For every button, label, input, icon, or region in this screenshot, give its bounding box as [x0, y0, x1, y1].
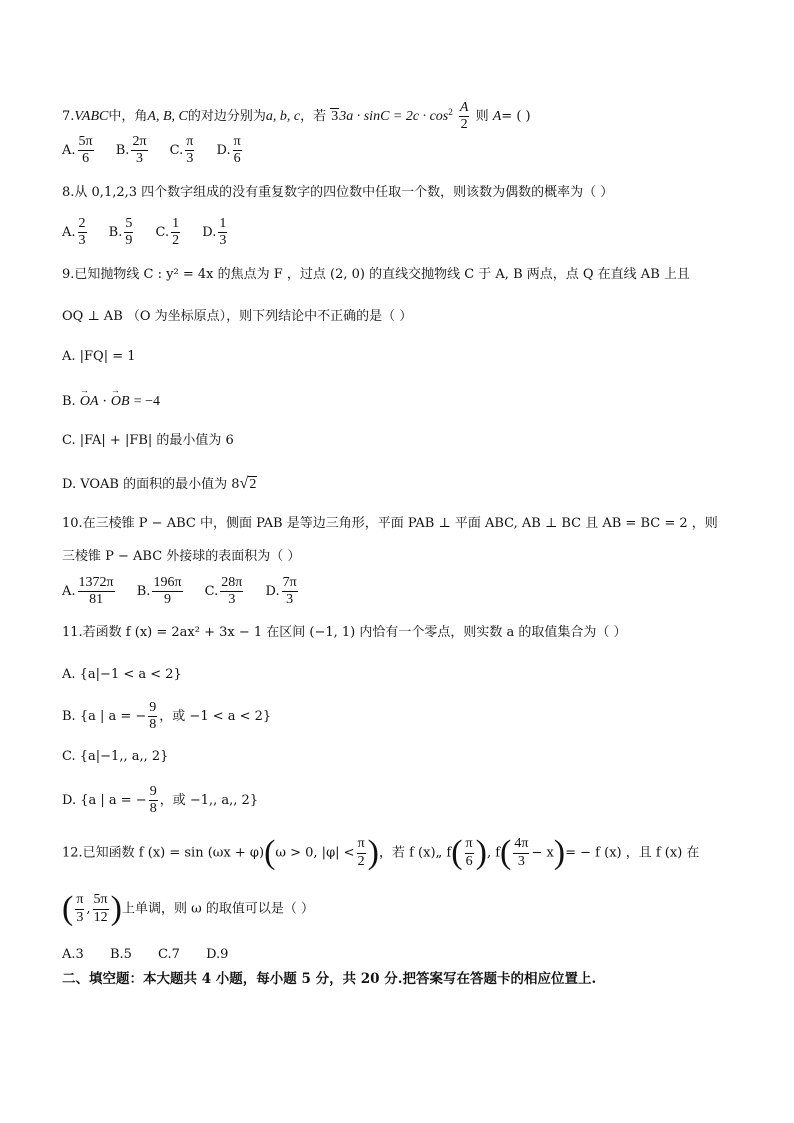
q10-option-a: A. $\frac{1372\pi}{81}$ [62, 575, 114, 608]
q8-stem: 8.从 0,1,2,3 四个数字组成的没有重复数字的四位数中任取一个数，则该数为偶数的概率为（ ） [62, 185, 614, 200]
q7-var: A [492, 109, 502, 125]
q7-number: 7. [62, 109, 75, 125]
q7-angles: A, B, C [147, 109, 188, 125]
q12-option-d: D.9 [206, 947, 229, 962]
q11-option-b: B. {a | a = − $\frac{9}{8}$ ，或 −1 < a < 2} [62, 700, 272, 733]
q9-stem-line2: OQ ⊥ AB （O 为坐标原点），则下列结论中不正确的是（ ） [62, 309, 413, 324]
q7-option-c: C. $\frac{\pi}{3}$ [169, 134, 194, 167]
q7-tail: = ( ) [501, 109, 531, 125]
q7-square: 2 [448, 106, 453, 117]
section-fill-in-heading: 二、填空题：本大题共 4 小题，每小题 5 分，共 20 分.把答案写在答题卡的相应位置上. [62, 971, 597, 987]
q11-stem: 11.若函数 f (x) = 2ax² + 3x − 1 在区间 (−1, 1) 内恰有一个零点，则实数 a 的取值集合为（ ） [62, 625, 627, 640]
q11-option-d: D. {a | a = − $\frac{9}{8}$ ，或 −1,, a,, 2} [62, 784, 259, 817]
q7-half-angle: $\frac{A}{2}$ [459, 100, 469, 133]
q7-text-c: ，若 [300, 109, 327, 125]
q7-option-a: A. $\frac{5\pi}{6}$ [62, 134, 93, 167]
q10-options [62, 575, 316, 608]
q10-option-b: B. $\frac{196\pi}{9}$ [136, 575, 182, 608]
q7-triangle: VABC [74, 109, 109, 125]
q7-option-d: D. $\frac{\pi}{6}$ [216, 134, 241, 167]
q9-stem-line1: 9.已知抛物线 C : y² = 4x 的焦点为 F ，过点 (2, 0) 的直线交抛物线 C 于 A, B 两点，点 Q 在直线 AB 上且 [62, 267, 690, 282]
q7-sides: a, b, c [265, 109, 301, 125]
q9-option-d: D. VOAB 的面积的最小值为 8√2 [62, 475, 257, 492]
q10-stem-line2: 三棱锥 P − ABC 外接球的表面积为（ ） [62, 549, 301, 564]
q11-option-a: A. {a|−1 < a < 2} [62, 667, 182, 682]
q10-option-d: D. $\frac{7\pi}{3}$ [265, 575, 297, 608]
q8-option-a: A. $\frac{2}{3}$ [62, 216, 86, 249]
q8-options [62, 216, 245, 249]
q9-option-b: B. → OA · → OB = −4 [62, 395, 160, 409]
q12-option-b: B.5 [109, 947, 132, 962]
q11-option-c: C. {a|−1,, a,, 2} [62, 749, 169, 764]
q12-option-a: A.3 [62, 947, 84, 962]
q7-text-a: 中，角 [108, 109, 148, 125]
q12-stem-line1: 12.已知函数 f (x) = sin (ωx + φ)(ω > 0, |φ| < $\frac{\pi}{2}$ )，若 f (x)„ f( $\frac{\pi}{6}$ ), f( $\frac{4\pi}{3}$ − x)= − f (x) ，且 f (x) 在 [62, 834, 700, 871]
q9-option-a: A. |FQ| = 1 [62, 349, 136, 364]
q7-stem [62, 100, 531, 133]
q8-option-b: B. $\frac{5}{9}$ [108, 216, 133, 249]
q10-stem-line1: 10.在三棱锥 P − ABC 中，侧面 PAB 是等边三角形，平面 PAB ⊥ 平面 ABC, AB ⊥ BC 且 AB = BC = 2 ，则 [62, 516, 718, 531]
q8-option-c: C. $\frac{1}{2}$ [155, 216, 180, 249]
q10-option-c: C. $\frac{28\pi}{3}$ [204, 575, 243, 608]
q7-ask: 则 [475, 109, 489, 125]
q12-option-c: C.7 [158, 947, 180, 962]
q9-option-c: C. |FA| + |FB| 的最小值为 6 [62, 433, 234, 448]
vector-ob: → OB [111, 395, 130, 409]
q7-text-b: 的对边分别为 [187, 109, 266, 125]
q7-option-b: B. $\frac{2\pi}{3}$ [115, 134, 147, 167]
sqrt-2: 2 [249, 477, 257, 492]
q12-options [62, 948, 244, 961]
q8-option-d: D. $\frac{1}{3}$ [202, 216, 227, 249]
q7-sqrt3: 3 [331, 109, 339, 125]
vector-oa: → OA [80, 395, 99, 409]
q7-options [62, 134, 260, 167]
q12-stem-line2: ( $\frac{\pi}{3}$ , $\frac{5\pi}{12}$ )上单调，则 ω 的取值可以是（ ） [62, 890, 314, 927]
q7-equation: 3a · sinC = 2c · cos [339, 109, 449, 125]
